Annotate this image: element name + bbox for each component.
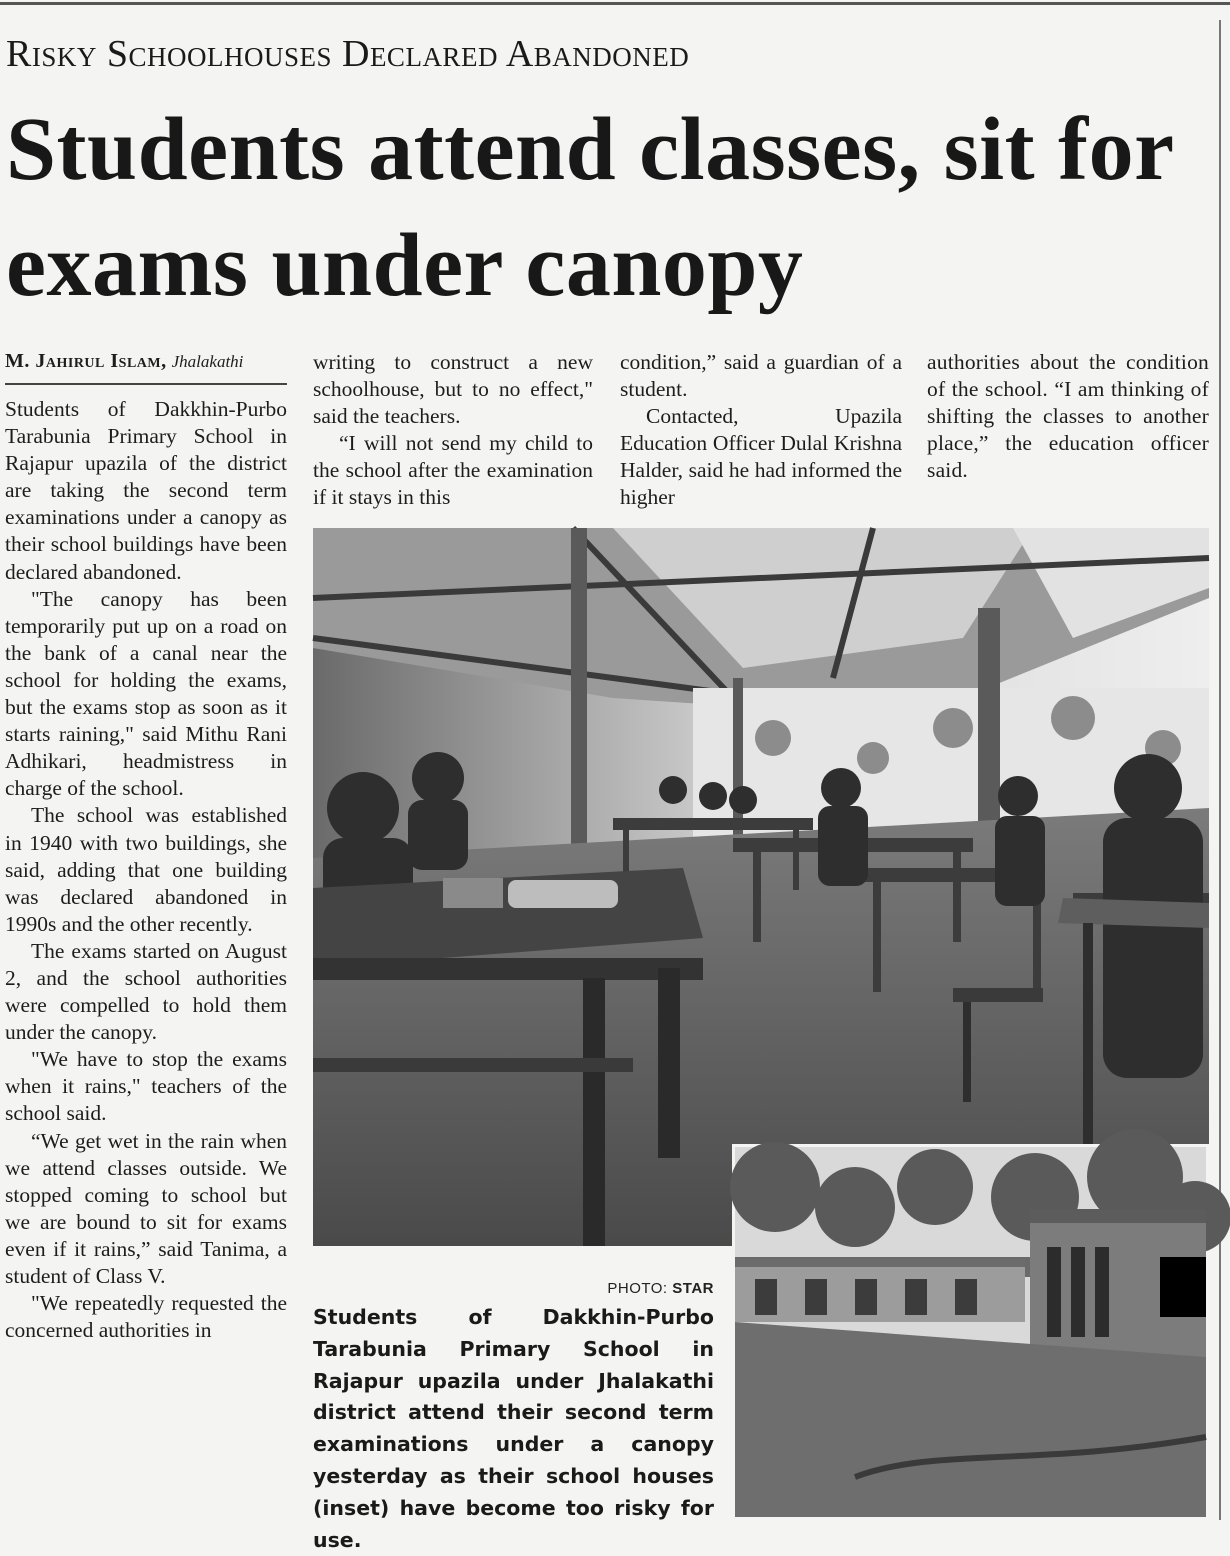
paragraph: "We repeatedly requested the concerned authorities in	[5, 1291, 287, 1343]
kicker: Risky Schoolhouses Declared Abandoned	[6, 33, 690, 75]
article-column-3	[620, 349, 902, 512]
paragraph: "The canopy has been temporarily put up on a road on the bank of a canal near the school for holding the exams, but the exams stop as soon as it starts raining," said Mithu Rani Adhikari, headmistress in charge of the school.	[5, 586, 287, 801]
article-column-4	[927, 349, 1209, 484]
photo-credit-source: STAR	[672, 1280, 714, 1297]
paragraph: “I will not send my child to the school after the examination if it stays in this	[313, 431, 593, 510]
paragraph: Students of Dakkhin-Purbo Tarabunia Primary School in Rajapur upazila of the district are taking the second term examinations under a canopy as their school buildings have been declared abandoned.	[5, 397, 287, 584]
paragraph: condition,” said a guardian of a student.	[620, 350, 902, 402]
byline-rule	[5, 383, 287, 385]
photo-credit-label: PHOTO:	[607, 1280, 668, 1297]
abandoned-schoolhouse-illustration	[735, 1147, 1206, 1517]
paragraph: The exams started on August 2, and the school authorities were compelled to hold them under the canopy.	[5, 938, 287, 1045]
inset-photo	[732, 1144, 1209, 1520]
photo-caption-text: Students of Dakkhin-Purbo Tarabunia Primary School in Rajapur upazila under Jhalakathi district attend their second term examinations under a canopy yesterday as their school houses (inset) have become too risky for use.	[313, 1305, 714, 1552]
paragraph: Contacted, Upazila Education Officer Dulal Krishna Halder, said he had informed the higher	[620, 404, 902, 510]
paragraph: The school was established in 1940 with two buildings, she said, adding that one building was declared abandoned in 1990s and the other recently.	[5, 803, 287, 936]
canopy-classroom-illustration	[313, 528, 1209, 1246]
byline-name: M. Jahirul Islam,	[5, 350, 167, 372]
paragraph: “We get wet in the rain when we attend classes outside. We stopped coming to school but we are bound to sit for exams even if it rains,” said Tanima, a student of Class V.	[5, 1128, 287, 1288]
byline	[5, 350, 287, 373]
byline-place: Jhalakathi	[171, 352, 244, 371]
photo-caption	[313, 1302, 714, 1556]
paragraph: authorities about the condition of the school. “I am thinking of shifting the classes to another place,” the education officer said.	[927, 350, 1209, 483]
paragraph: writing to construct a new schoolhouse, but to no effect," said the teachers.	[313, 350, 593, 429]
photo-credit	[500, 1280, 714, 1297]
main-photo	[313, 528, 1209, 1246]
article-column-1	[5, 396, 287, 1344]
headline: Students attend classes, sit for exams under canopy	[6, 100, 1173, 315]
paragraph: "We have to stop the exams when it rains," teachers of the school said.	[5, 1047, 287, 1126]
article-column-2	[313, 349, 593, 512]
top-rule	[0, 2, 1230, 5]
